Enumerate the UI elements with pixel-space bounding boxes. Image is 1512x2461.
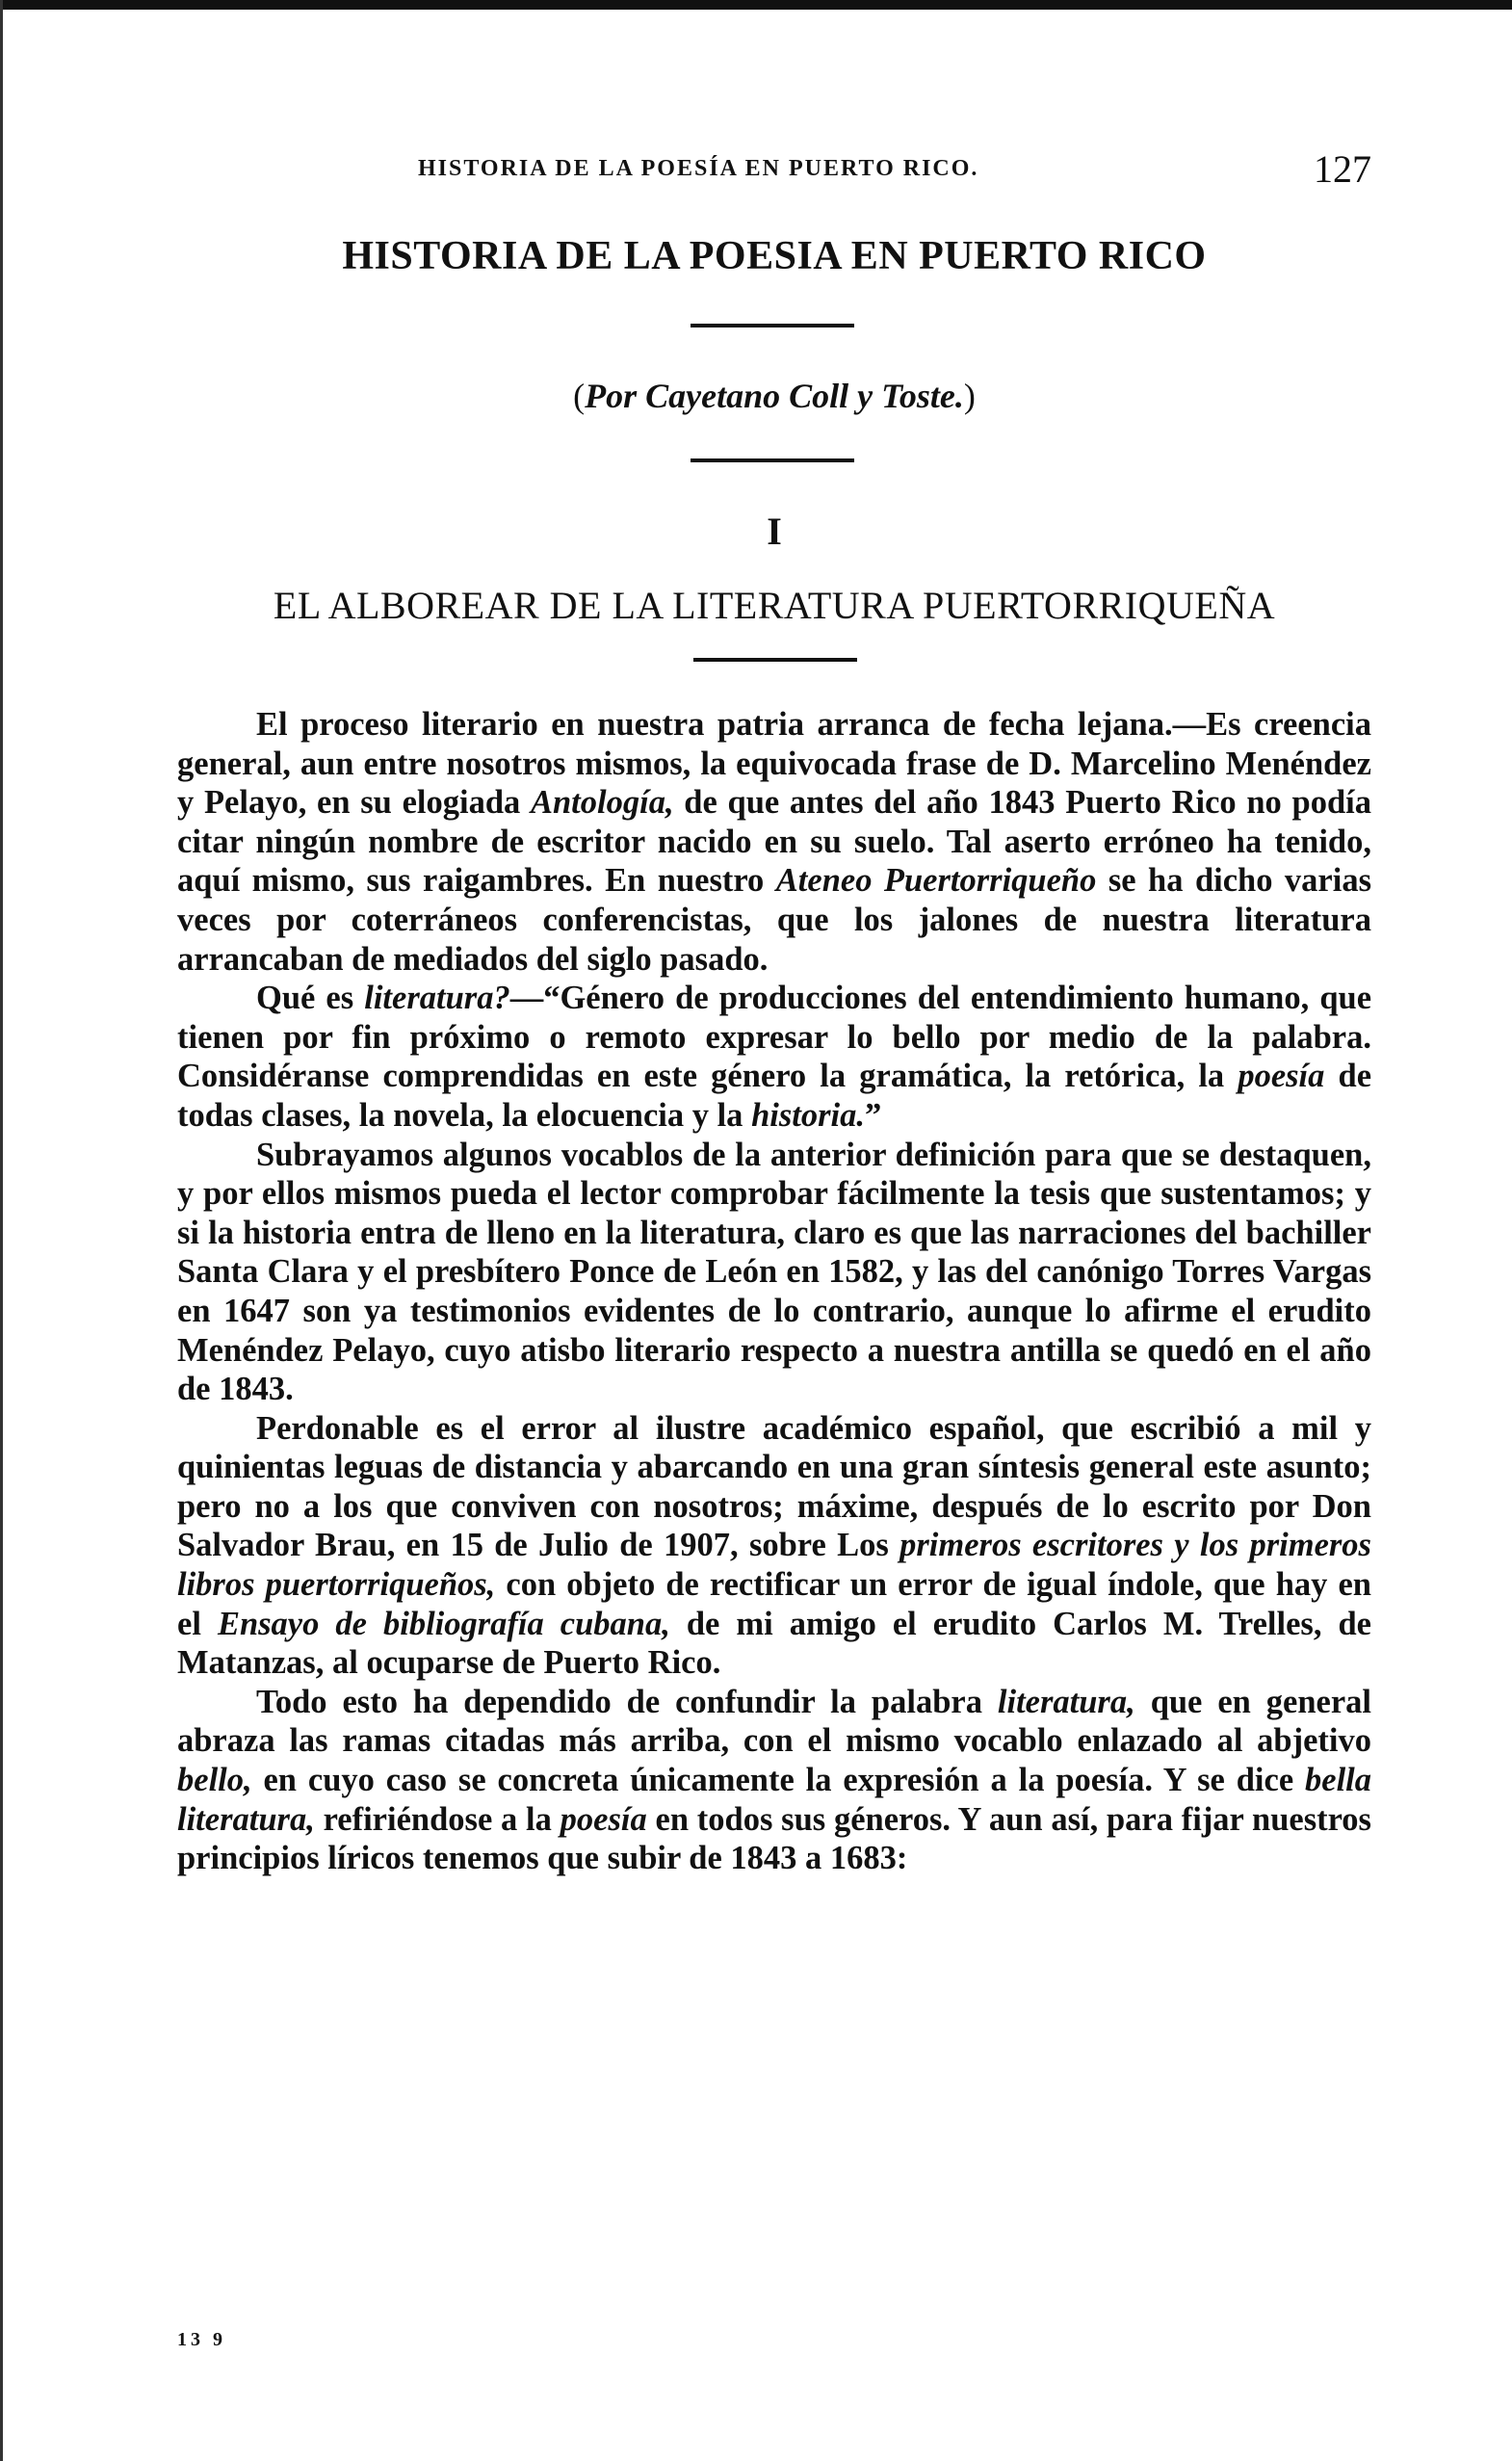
article-body bbox=[177, 705, 1371, 1878]
paragraph-2 bbox=[177, 979, 1371, 1135]
italic-run: literatura? bbox=[364, 980, 510, 1017]
printer-signature-mark: 13 9 bbox=[177, 2329, 226, 2350]
text-run: con objeto de rectificar un error de igual índole, que hay en el bbox=[177, 1566, 1371, 1642]
text-run: en todos sus géneros. Y aun así, para fijar nuestros principios líricos tenemos que subir de 1843 a 1683: bbox=[177, 1800, 1371, 1877]
section-number: I bbox=[767, 510, 782, 553]
text-run: El proceso literario en nuestra patria arranca de fecha lejana.—Es creencia general, aun entre nosotros mismos, la equivocada frase de D. Marcelino Menéndez y Pelayo, en su elogiada bbox=[177, 706, 1371, 822]
running-title: HISTORIA DE LA POESÍA EN PUERTO RICO. bbox=[418, 156, 979, 181]
italic-run: poesía bbox=[560, 1800, 647, 1838]
byline-divider bbox=[691, 458, 854, 462]
italic-run: Ensayo de bibliografía cubana, bbox=[217, 1605, 670, 1642]
paragraph-3: Subrayamos algunos vocablos de la anterior definición para que se destaquen, y por ellos mismos pueda el lector comprobar fácilmente la tesis que sustentamos; y si la historia entra de lleno en la literatura, claro es que las narraciones del bachiller Santa Clara y el presbítero Ponce de León en 1582, y las del canónigo Torres Vargas en 1647 son ya testimonios evidentes de lo contrario, aunque lo afirme el erudito Menéndez Pelayo, cuyo atisbo literario respecto a nuestra antilla se quedó en el año de 1843. bbox=[177, 1136, 1371, 1408]
section-divider bbox=[693, 658, 857, 662]
text-run: de que antes del año 1843 Puerto Rico no podía citar ningún nombre de escritor nacido en su suelo. Tal aserto erróneo ha tenido, aquí mismo, sus raigambres. En nuestro bbox=[177, 784, 1371, 900]
text-run: Todo esto ha dependido de confundir la palabra bbox=[256, 1683, 998, 1720]
byline-close-paren: ) bbox=[963, 377, 976, 415]
page-left-border bbox=[0, 0, 3, 2461]
text-run: que en general abraza las ramas citadas más arriba, con el mismo vocablo enlazado al abjetivo bbox=[177, 1683, 1371, 1760]
section-title: EL ALBOREAR DE LA LITERATURA PUERTORRIQUEÑA bbox=[273, 584, 1276, 627]
italic-run: bella literatura, bbox=[177, 1762, 1371, 1838]
italic-run: literatura, bbox=[997, 1683, 1135, 1720]
italic-run: bello, bbox=[177, 1762, 252, 1799]
italic-run: Ateneo Puertorriqueño bbox=[775, 862, 1097, 900]
italic-run: historia. bbox=[751, 1096, 865, 1134]
text-run: de todas clases, la novela, la elocuencia y la bbox=[177, 1058, 1372, 1134]
page-top-border bbox=[0, 0, 1512, 10]
text-run: en cuyo caso se concreta únicamente la expresión a la poesía. Y se dice bbox=[251, 1762, 1306, 1799]
text-run: Perdonable es el error al ilustre académico español, que escribió a mil y quinientas leguas de distancia y abarcando en una gran síntesis general este asunto; pero no a los que conviven con nosotros; máxime, después de lo escrito por Don Salvador Brau, en 15 de Julio de 1907, sobre Los bbox=[177, 1409, 1371, 1564]
text-run: se ha dicho varias veces por coterráneos conferencistas, que los jalones de nuestra literatura arrancaban de mediados del siglo pasado. bbox=[177, 862, 1372, 978]
running-header bbox=[177, 146, 1371, 195]
italic-run: primeros escritores y los primeros libros puertorriqueños, bbox=[177, 1527, 1371, 1604]
text-run: —“Género de producciones del entendimiento humano, que tienen por fin próximo o remoto expresar lo bello por medio de la palabra. Considéranse comprendidas en este género la gramática, la retórica, la bbox=[177, 980, 1372, 1095]
paragraph-5 bbox=[177, 1683, 1371, 1878]
byline bbox=[177, 376, 1371, 416]
italic-run: poesía bbox=[1238, 1058, 1325, 1095]
text-run: refiriéndose a la bbox=[314, 1800, 560, 1838]
page-number: 127 bbox=[1314, 147, 1371, 191]
article-title: HISTORIA DE LA POESIA EN PUERTO RICO bbox=[342, 234, 1207, 278]
text-run: Qué es bbox=[256, 980, 365, 1017]
text-run: de mi amigo el erudito Carlos M. Trelles, de Matanzas, al ocuparse de Puerto Rico. bbox=[177, 1605, 1371, 1682]
italic-run: Antología, bbox=[530, 784, 674, 822]
paragraph-4 bbox=[177, 1409, 1371, 1683]
paragraph-1 bbox=[177, 705, 1371, 979]
text-run: ” bbox=[864, 1096, 882, 1134]
byline-author: Por Cayetano Coll y Toste. bbox=[585, 377, 964, 415]
title-divider bbox=[691, 324, 854, 327]
byline-open-paren: ( bbox=[573, 377, 586, 415]
